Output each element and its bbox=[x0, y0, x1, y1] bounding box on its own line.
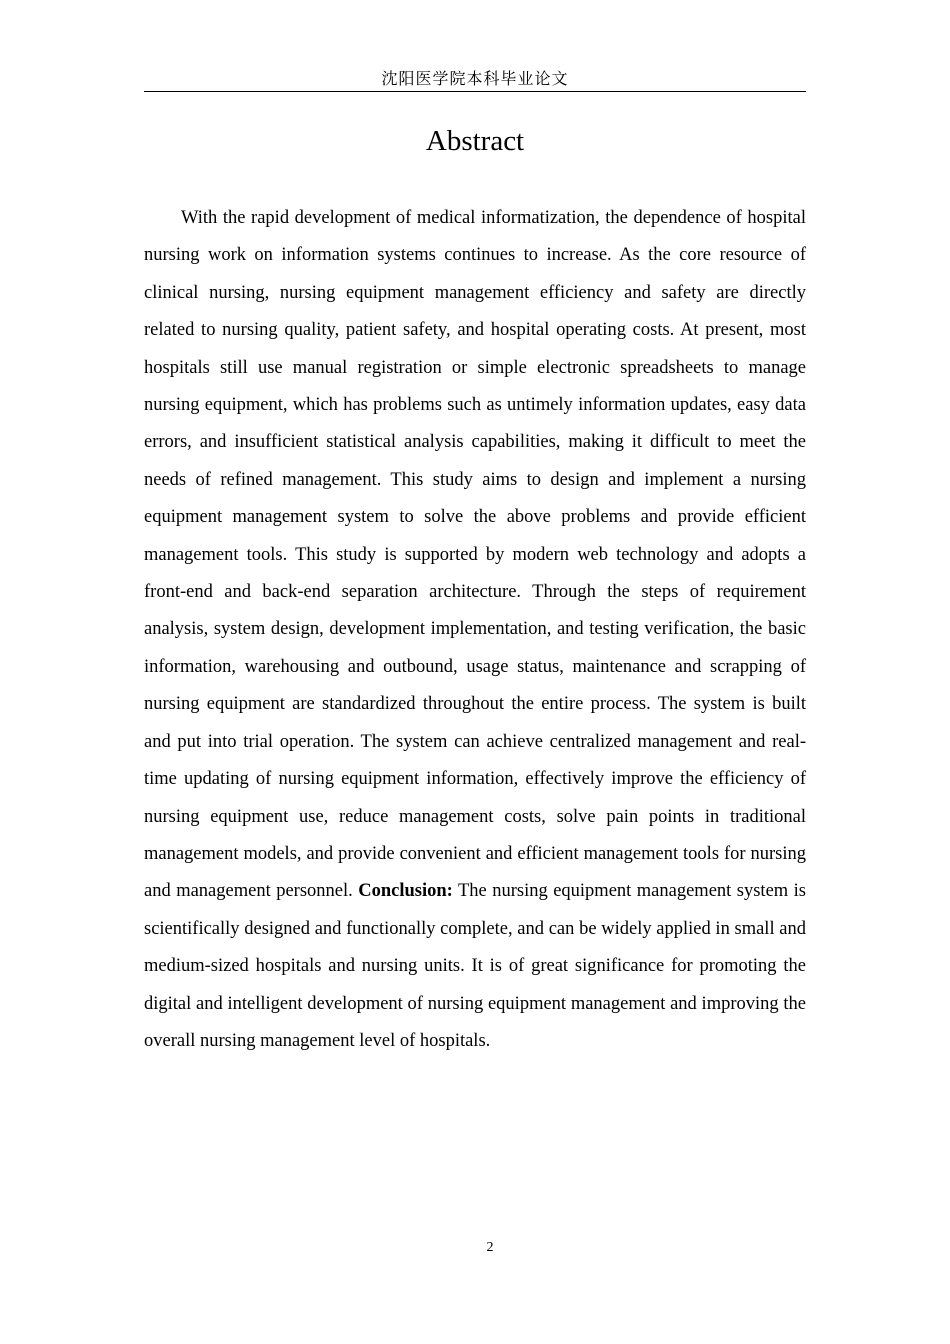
abstract-title: Abstract bbox=[425, 125, 525, 157]
abstract-text-part2: The nursing equipment management system is scientifically designed and functionally complete, and can be widely applied in small and medium-sized hospitals and nursing units. It is of great significance for promoting the digital and intelligent development of nursing equipment management and improving the overall nursing management level of hospitals. bbox=[144, 881, 806, 1051]
page-number: 2 bbox=[486, 1240, 494, 1255]
conclusion-label: Conclusion: bbox=[358, 881, 453, 902]
running-header: 沈阳医学院本科毕业论文 bbox=[381, 69, 569, 88]
header-rule bbox=[144, 91, 806, 92]
abstract-text-part1: With the rapid development of medical informatization, the dependence of hospital nursing work on information systems continues to increase. As the core resource of clinical nursing, nursing equipment management efficiency and safety are directly related to nursing quality, patient safety, and hospital operating costs. At present, most hospitals still use manual registration or simple electronic spreadsheets to manage nursing equipment, which has problems such as untimely information updates, easy data errors, and insufficient statistical analysis capabilities, making it difficult to meet the needs of refined management. This study aims to design and implement a nursing equipment management system to solve the above problems and provide efficient management tools. This study is supported by modern web technology and adopts a front-end and back-end separation architecture. Through the steps of requirement analysis, system design, development implementation, and testing verification, the basic information, warehousing and outbound, usage status, maintenance and scrapping of nursing equipment are standardized throughout the entire process. The system is built and put into trial operation. The system can achieve centralized management and real-time updating of nursing equipment information, effectively improve the efficiency of nursing equipment use, reduce management costs, solve pain points in traditional management models, and provide convenient and efficient management tools for nursing and management personnel. bbox=[144, 208, 806, 902]
abstract-paragraph bbox=[144, 200, 806, 1060]
